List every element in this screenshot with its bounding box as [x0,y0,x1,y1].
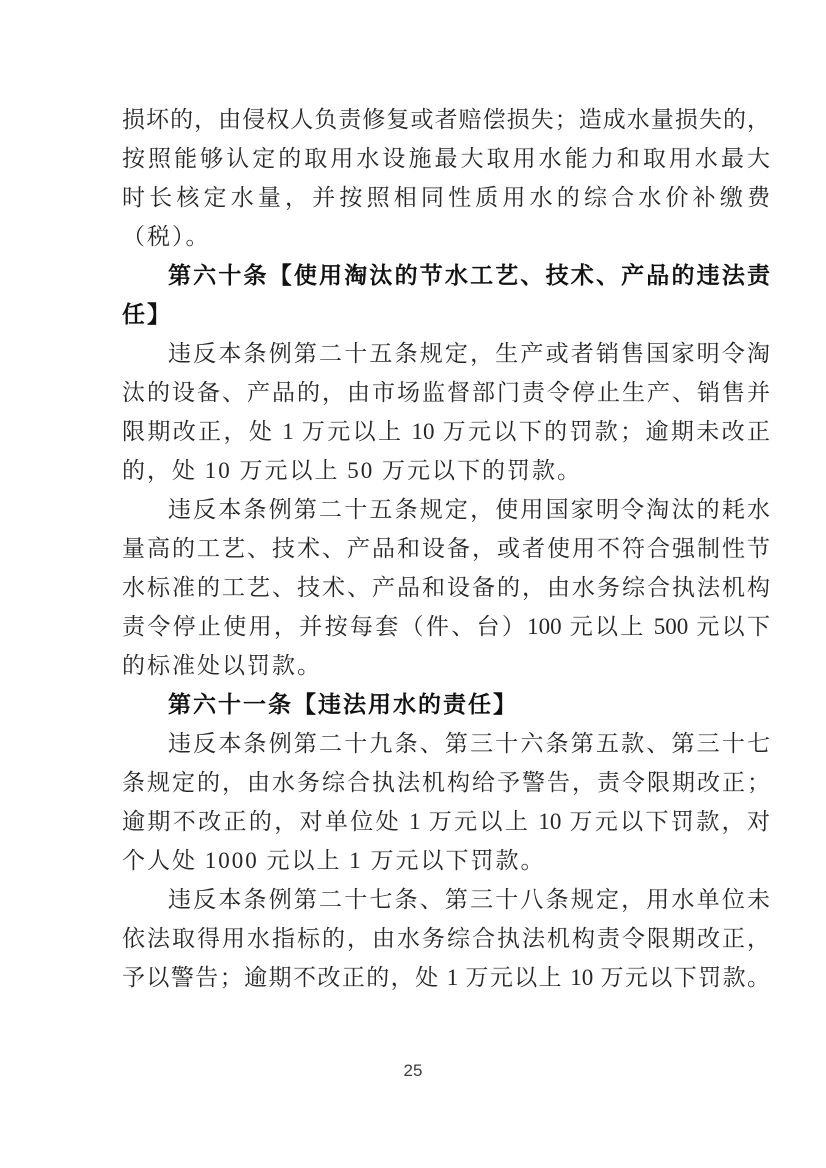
body-text-line: 汰的设备、产品的，由市场监督部门责令停止生产、销售并 [122,380,770,405]
body-text-line: 条规定的，由水务综合执法机构给予警告，责令限期改正； [122,770,770,795]
text-block [122,100,770,997]
body-text-line: 违反本条例第二十七条、第三十八条规定，用水单位未 [168,887,770,912]
body-text-line: 按照能够认定的取用水设施最大取用水能力和取用水最大 [122,146,770,171]
body-text-line: 违反本条例第二十五条规定，生产或者销售国家明令淘 [168,341,770,366]
article-heading-line: 任】 [122,301,172,327]
body-text-line: 时长核定水量，并按照相同性质用水的综合水价补缴费 [122,185,770,210]
body-text-line: 的，处 10 万元以上 50 万元以下的罚款。 [122,458,582,483]
page-number: 25 [403,1061,423,1080]
body-text-line: 限期改正，处 1 万元以上 10 万元以下的罚款；逾期未改正 [122,419,770,444]
body-text-line: 水标准的工艺、技术、产品和设备的，由水务综合执法机构 [122,575,770,600]
body-text-line: 责令停止使用，并按每套（件、台）100 元以上 500 元以下 [122,614,770,639]
body-text-line: 逾期不改正的，对单位处 1 万元以上 10 万元以下罚款，对 [122,809,770,834]
body-text-line: 依法取得用水指标的，由水务综合执法机构责令限期改正， [122,926,770,951]
body-text-line: （税）。 [122,224,211,249]
article-heading-line: 第六十条【使用淘汰的节水工艺、技术、产品的违法责 [168,262,770,288]
body-text-line: 的标准处以罚款。 [122,653,322,678]
body-text-line: 个人处 1000 元以上 1 万元以下罚款。 [122,848,546,873]
body-text-line: 量高的工艺、技术、产品和设备，或者使用不符合强制性节 [122,536,770,561]
article-heading-line: 第六十一条【违法用水的责任】 [168,691,518,717]
body-text-line: 予以警告；逾期不改正的，处 1 万元以上 10 万元以下罚款。 [122,965,770,990]
body-text-line: 违反本条例第二十五条规定，使用国家明令淘汰的耗水 [168,497,770,522]
body-text-line: 违反本条例第二十九条、第三十六条第五款、第三十七 [168,731,770,756]
body-text-line: 损坏的，由侵权人负责修复或者赔偿损失；造成水量损失的， [122,107,770,132]
